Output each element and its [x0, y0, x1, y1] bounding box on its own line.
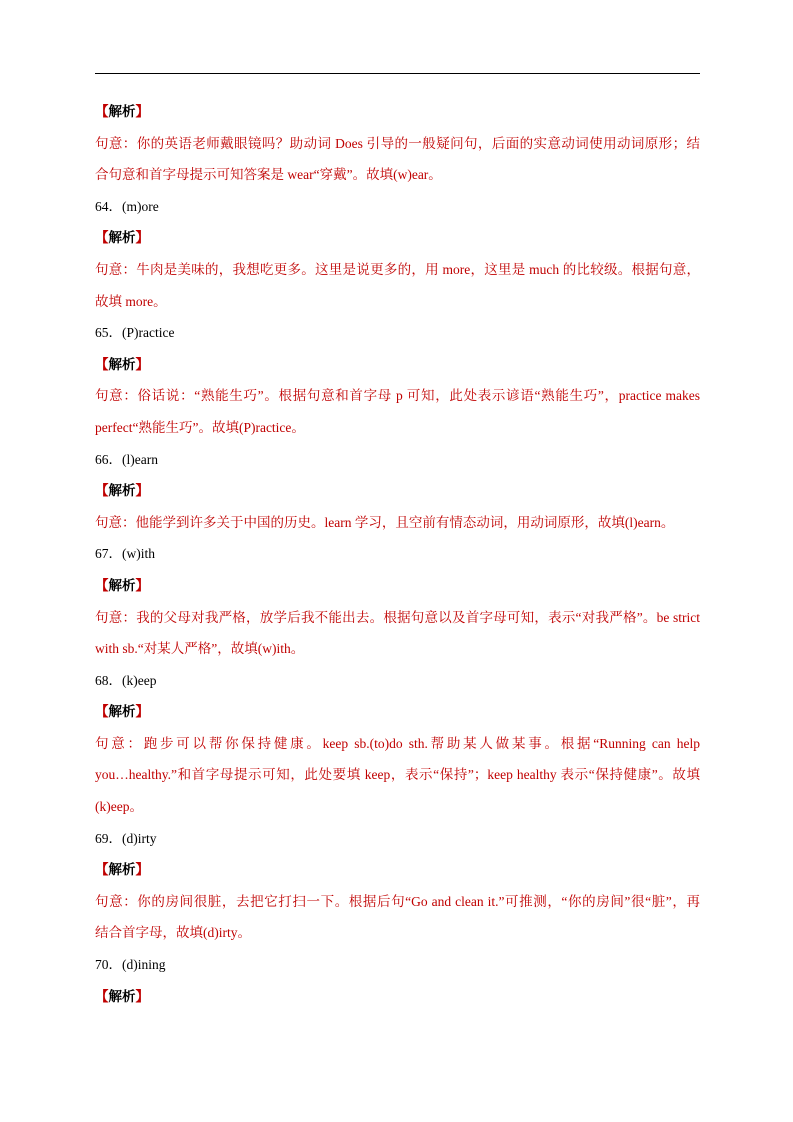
explanation-line: 句意：俗话说：“熟能生巧”。根据句意和首字母 p 可知，此处表示谚语“熟能生巧”，practice makes [95, 388, 700, 404]
answer-line: 65．(P)ractice [95, 325, 175, 341]
explanation-line: you…healthy.”和首字母提示可知，此处要填 keep，表示“保持”；keep healthy 表示“保持健康”。故填 [95, 767, 700, 783]
explanation-line: 合句意和首字母提示可知答案是 wear“穿戴”。故填(w)ear。 [95, 167, 442, 183]
explanation-line: perfect“熟能生巧”。故填(P)ractice。 [95, 419, 305, 435]
header-rule [95, 73, 700, 74]
explanation-line: 句意：你的房间很脏，去把它打扫一下。根据后句“Go and clean it.”可推测，“你的房间”很“脏”，再 [95, 893, 700, 909]
explanation-line: (k)eep。 [95, 799, 143, 815]
analysis-heading: 【解析】 [95, 577, 149, 593]
explanation-line: 结合首字母，故填(d)irty。 [95, 925, 251, 941]
explanation-line: 句意：你的英语老师戴眼镜吗？助动词 Does 引导的一般疑问句，后面的实意动词使用动词原形；结 [95, 135, 700, 151]
explanation-line: with sb.“对某人严格”，故填(w)ith。 [95, 641, 305, 657]
explanation-line: 句意：牛肉是美味的，我想吃更多。这里是说更多的，用 more，这里是 much 的比较级。根据句意， [95, 261, 700, 277]
explanation-line: 句意：我的父母对我严格，放学后我不能出去。根据句意以及首字母可知，表示“对我严格”。be strict [95, 609, 700, 625]
explanation-line: 句意：他能学到许多关于中国的历史。learn 学习，且空前有情态动词，用动词原形，故填(l)earn。 [95, 514, 675, 530]
answer-line: 67．(w)ith [95, 546, 155, 562]
answer-line: 66．(l)earn [95, 451, 158, 467]
analysis-heading: 【解析】 [95, 483, 149, 499]
answer-explanations [95, 96, 700, 1012]
answer-line: 69．(d)irty [95, 830, 157, 846]
explanation-line: 故填 more。 [95, 293, 167, 309]
explanation-line: 句意：跑步可以帮你保持健康。keep sb.(to)do sth.帮助某人做某事。根据“Running can help [95, 735, 700, 751]
analysis-heading: 【解析】 [95, 704, 149, 720]
answer-line: 68．(k)eep [95, 672, 157, 688]
analysis-heading: 【解析】 [95, 104, 149, 119]
analysis-heading: 【解析】 [95, 356, 149, 372]
analysis-heading: 【解析】 [95, 988, 149, 1004]
answer-line: 70．(d)ining [95, 957, 166, 973]
answer-line: 64．(m)ore [95, 198, 159, 214]
analysis-heading: 【解析】 [95, 862, 149, 878]
analysis-heading: 【解析】 [95, 230, 149, 246]
